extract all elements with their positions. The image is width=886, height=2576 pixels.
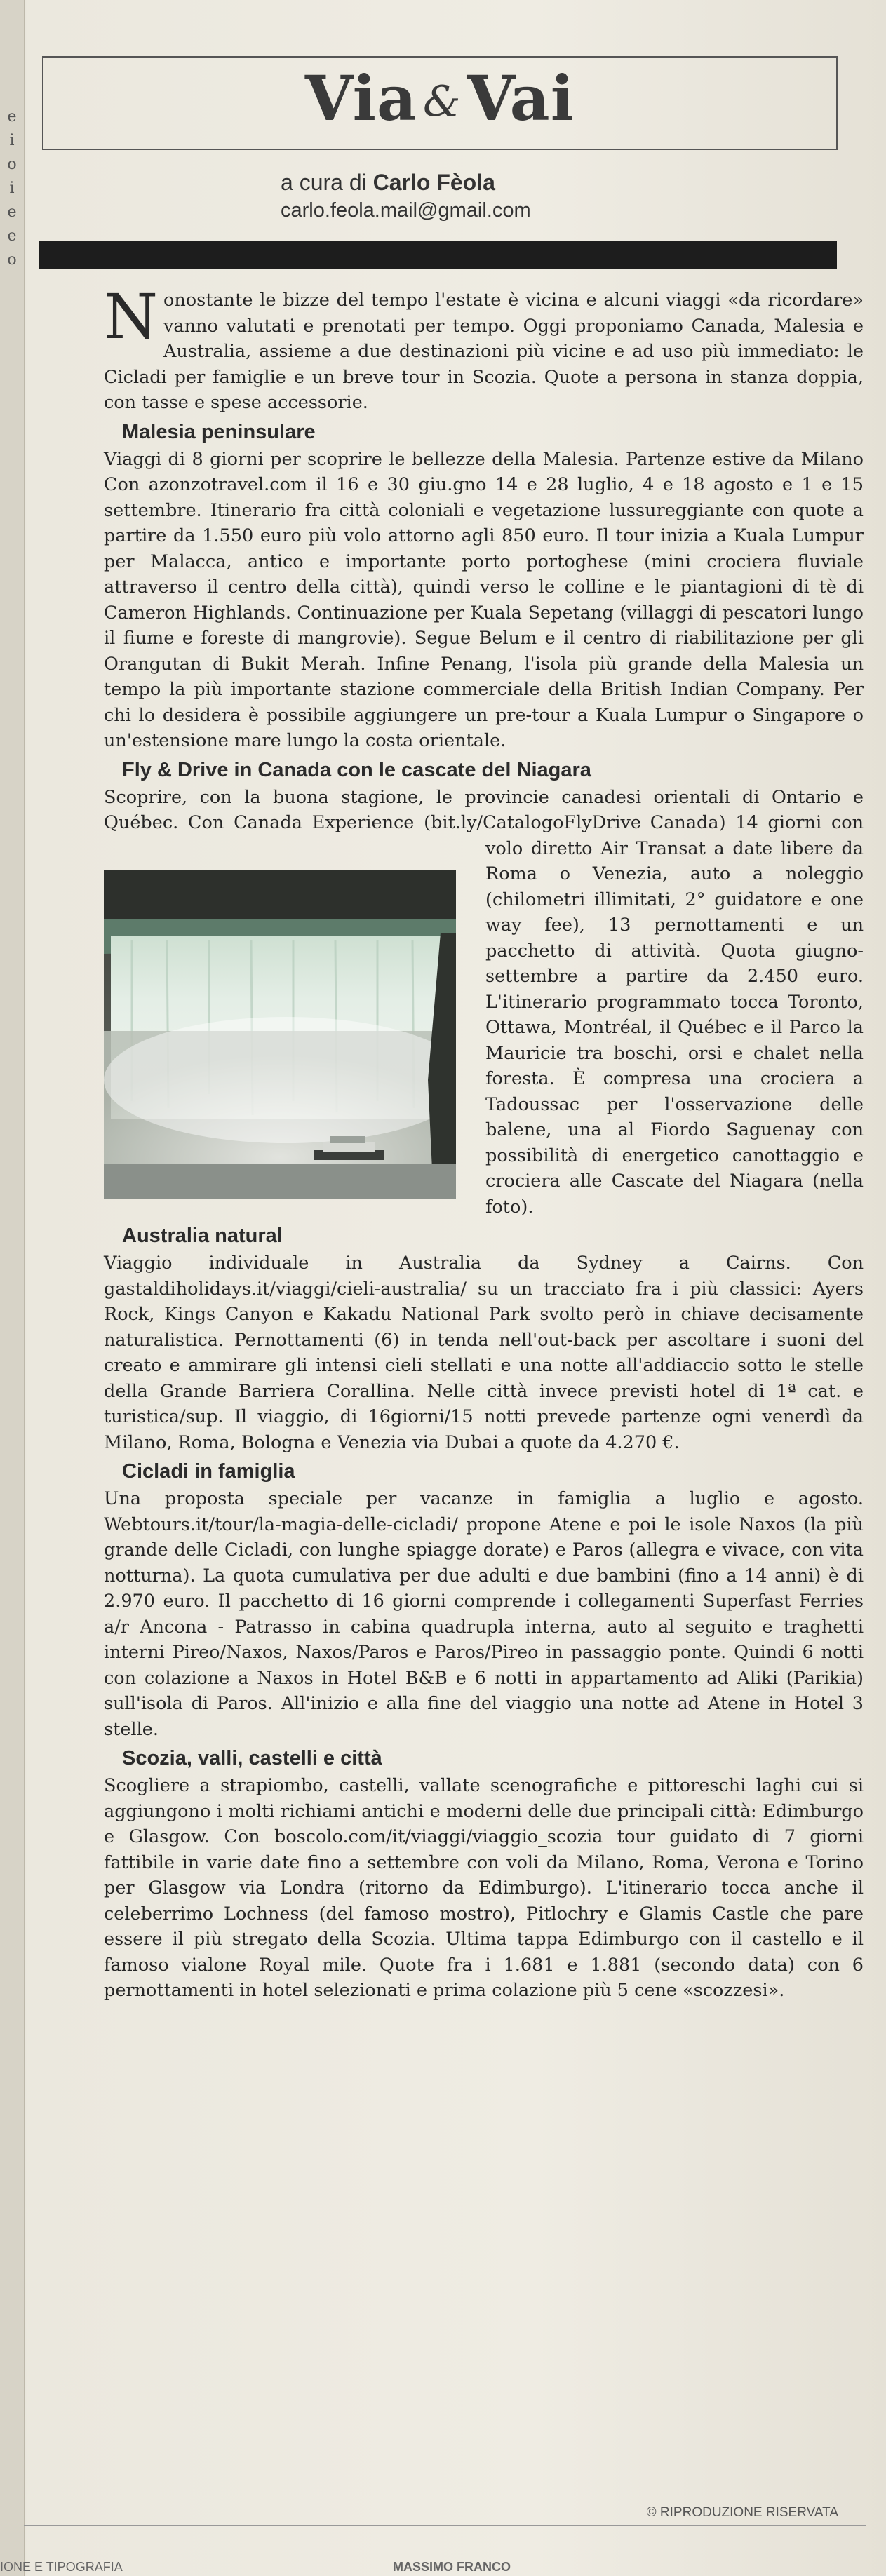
adjacent-column-edge [0,0,25,2576]
byline-prefix: a cura di [281,170,373,195]
margin-glyph: e [7,203,17,221]
section-text-australia: Viaggio individuale in Australia da Sydney a Cairns. Con gastaldiholidays.it/viaggi/cieli-australia/ su un tracciato fra i più classici: Ayers Rock, Kings Canyon e Kakadu National Park svolto però in chiave decisamente naturalistica. Pernottamenti (6) in tenda nell'out-back per ascoltare i suoni del creato e ammirare gli intensi cieli stellati e una notte all'addiaccio sotto le stelle della Grande Barriera Corallina. Nelle città invece previsti hotel di 1ª cat. e turistica/sup. Il viaggio, di 16giorni/15 notti prevede partenze ogni venerdì da Milano, Roma, Bologna e Venezia via Dubai a quote da 4.270 €. [104,1253,864,1453]
margin-glyph: i [9,180,15,197]
footer-left-text: IONE E TIPOGRAFIA [0,2560,123,2574]
section-heading-cicladi: Cicladi in famiglia [122,1460,295,1483]
copyright-notice: © RIPRODUZIONE RISERVATA [646,2505,838,2520]
section-heading-canada: Fly & Drive in Canada con le cascate del Niagara [122,758,591,781]
masthead-word-vai: Vai [467,62,575,135]
author-email: carlo.feola.mail@gmail.com [281,199,531,222]
margin-glyph: o [7,251,17,269]
masthead-word-via: Via [304,62,418,135]
section-heading-malesia: Malesia peninsulare [122,420,316,443]
article-body [104,281,864,2004]
niagara-falls-image [104,870,456,1199]
masthead-title [43,62,836,135]
byline [281,170,495,196]
section-heading-australia: Australia natural [122,1225,283,1247]
niagara-falls-photo [104,870,456,1199]
section-text-canada [104,785,864,1220]
section-heading-scozia: Scozia, valli, castelli e città [122,1747,382,1769]
masthead-ampersand: & [423,77,462,126]
byline-author: Carlo Fèola [372,170,495,195]
header-rule-bar [39,241,837,269]
drop-cap: N [104,281,158,353]
margin-glyph: e [7,108,17,126]
masthead-box [42,56,838,150]
margin-glyphs [1,105,22,272]
section-text-scozia: Scogliere a strapiombo, castelli, vallate scenografiche e pittoreschi laghi cui si aggiungono i molti richiami antichi e moderni delle due principali città: Edimburgo e Glasgow. Con boscolo.com/it/viaggi/viaggio_scozia tour guidato di 7 giorni fattibile in varie date fino a settembre con voli da Milano, Roma, Verona e Torino per Glasgow via Londra (ritorno da Edimburgo). L'itinerario tocca anche il celeberrimo Lochness (del famoso mostro), Pitlochry e Glamis Castle che pare essere il più stregato della Scozia. Ultima tappa Edimburgo con il castello e il famoso vialone Royal mile. Quote fra i 1.681 e 1.881 (secondo data) con 6 pernottamenti in hotel selezionati e prima colazione più 5 cene «scozzesi». [104,1775,864,2001]
footer-right-text: MASSIMO FRANCO [393,2560,511,2574]
section-text-canada-part1: Scoprire, con la buona stagione, le provincie canadesi orientali di Ontario e Québec. Con Canada Experience (bit.ly/CatalogoFlyDrive_Canada) [104,786,864,833]
intro-paragraph [104,281,864,416]
margin-glyph: i [9,132,15,149]
section-text-canada-part2: 14 giorni con volo diretto Air Transat a date libere da Roma o Venezia, auto a noleggio (chilometri illimitati, 2° guidatore e one way fee), 13 pernottamenti e un pacchetto di attività. Quota giugno-settembre a partire da 2.450 euro. L'itinerario programmato tocca Toronto, Ottawa, Montréal, il Québec e il Parco la Mauricie tra boschi, orsi e chalet nella foresta. È compresa una crociera a Tadoussac per l'osservazione delle balene, una al Fiordo Saguenay con possibilità di energetico canottaggio e crociera alle Cascate del Niagara (nella foto). [485,812,864,1218]
margin-glyph: o [7,156,17,173]
intro-text: onostante le bizze del tempo l'estate è vicina e alcuni viaggi «da ricordare» vanno valutati e prenotati per tempo. Oggi proponiamo Canada, Malesia e Australia, assieme a due destinazioni più vicine e ad uso più immediato: le Cicladi per famiglie e un breve tour in Scozia. Quote a persona in stanza doppia, con tasse e spese accessorie. [104,290,864,413]
section-text-cicladi: Una proposta speciale per vacanze in famiglia a luglio e agosto. Webtours.it/tour/la-magia-delle-cicladi/ propone Atene e poi le isole Naxos (la più grande delle Cicladi, con lunghe spiagge dorate) e Paros (allegra e vivace, con vita notturna). La quota cumulativa per due adulti e due bambini (fino a 14 anni) è di 2.970 euro. Il pacchetto di 16 giorni comprende i collegamenti Superfast Ferries a/r Ancona - Patrasso in cabina quadrupla interna, auto al seguito e traghetti interni Pireo/Naxos, Naxos/Paros e Paros/Pireo in passaggio ponte. Quindi 6 notti con colazione a Naxos in Hotel B&B e 6 notti in appartamento ad Aliki (Parikia) sull'isola di Paros. All'inizio e alla fine del viaggio una notte ad Atene in Hotel 3 stelle. [104,1488,864,1740]
margin-glyph: e [7,227,17,245]
section-text-malesia: Viaggi di 8 giorni per scoprire le bellezze della Malesia. Partenze estive da Milano Con azonzotravel.com il 16 e 30 giu.gno 14 e 28 luglio, 4 e 18 agosto e 1 e 15 settembre. Itinerario fra città coloniali e vegetazione lussureggiante con quote a partire da 1.550 euro più volo attorno agli 850 euro. Il tour inizia a Kuala Lumpur per Malacca, antico e importante porto portoghese (mini crociera fluviale attraverso il centro della città), quindi verso le colline e le piantagioni di tè di Cameron Highlands. Continuazione per Kuala Sepetang (villaggi di pescatori lungo il fiume e foreste di mangrovie). Segue Belum e il centro di riabilitazione per gli Orangutan di Bukit Merah. Infine Penang, l'isola più grande della Malesia un tempo la più importante stazione commerciale della British Indian Company. Per chi lo desidera è possibile aggiungere un pre-tour a Kuala Lumpur o Singapore o un'estensione mare lungo la costa orientale. [104,448,864,751]
bottom-rule [24,2525,866,2526]
